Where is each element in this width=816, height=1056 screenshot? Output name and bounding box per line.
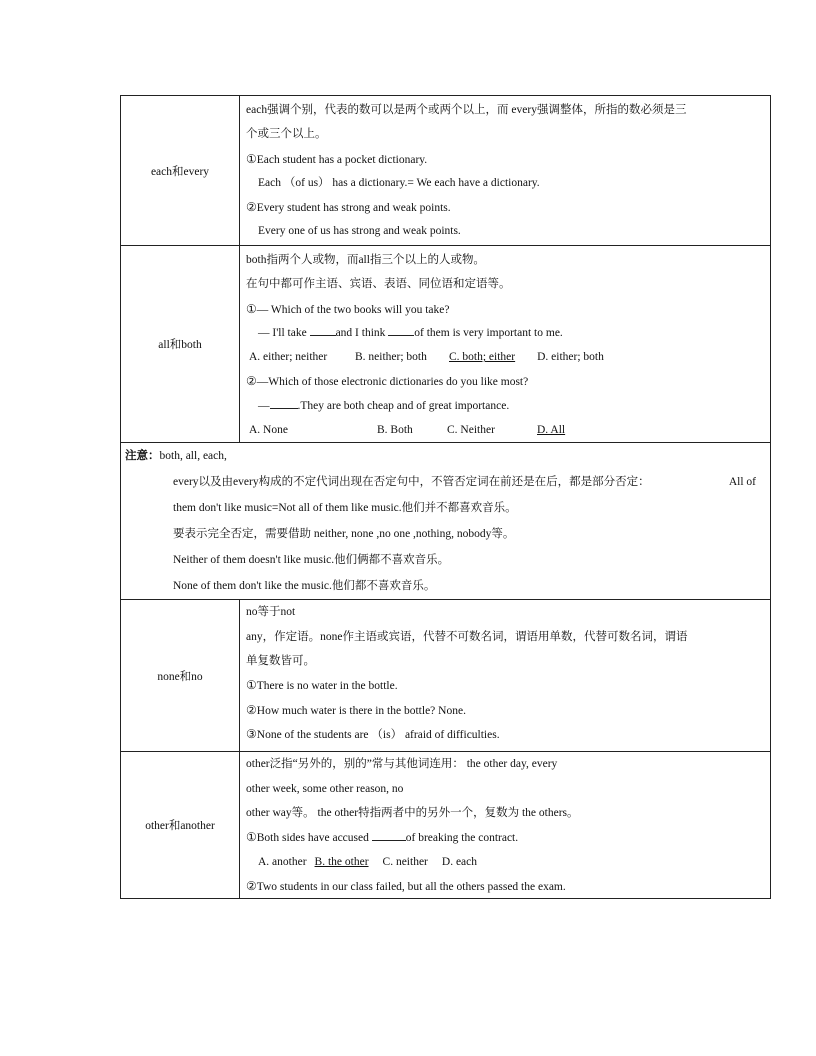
options-line [246,345,770,369]
example-text: — I'll take [258,326,310,339]
example-line [246,195,770,219]
number-marker: ② [246,878,257,893]
example-text: and I think [335,326,389,339]
row-content [240,96,771,246]
note-line [125,469,770,495]
option: A. another [258,855,307,868]
example-text: How much water is there in the bottle? None. [256,704,466,717]
number-marker: ② [246,200,257,215]
options-line [246,850,770,874]
table-row [121,600,771,752]
example-text: None of the students are （is） afraid of difficulties. [256,728,500,741]
note-title: 注意： [125,450,160,463]
option: C. Neither [447,424,495,437]
example-line [246,147,770,171]
option: B. Both [377,424,413,437]
answer-blank [388,324,414,336]
example-text: of breaking the contract. [405,832,519,845]
option-correct: C. both; either [449,351,516,364]
note-cell [121,443,771,600]
example-text: — [258,399,270,412]
text-line: any，作定语。none作主语或宾语，代替不可数名词，谓语用单数，代替可数名词，谓语 [246,630,688,643]
row-label: all和both [121,246,240,443]
option: A. None [249,424,288,437]
table-row [121,246,771,443]
table-row [121,752,771,899]
number-marker: ② [246,374,257,389]
number-marker: ② [246,702,257,717]
number-marker: ① [246,151,257,166]
option: D. either; both [537,351,604,364]
example-text: Every student has strong and weak points. [256,202,451,215]
row-label: none和no [121,600,240,752]
number-marker: ① [246,301,257,316]
option: B. neither; both [355,351,427,364]
text-line: each强调个别，代表的数可以是两个或两个以上，而 every强调整体，所指的数必须是三 [246,104,687,116]
example-text: Two students in our class failed, but all the others passed the exam. [256,880,566,893]
text-line: 单复数皆可。 [246,654,315,667]
text-line: 个或三个以上。 [246,128,327,141]
note-text: both, all, each, [159,450,227,463]
example-line: Each （of us） has a dictionary.= We each have a dictionary. [258,176,540,189]
example-text: Both sides have accused [256,832,372,845]
comparison-table [120,95,771,899]
row-content [240,600,771,752]
example-line [246,394,770,418]
text-line: other way等。 the other特指两者中的另外一个，复数为 the others。 [246,806,579,819]
example-text: — Which of the two books will you take? [256,303,450,316]
example-line [246,673,770,697]
note-line: them don't like music=Not all of them like music.他们并不都喜欢音乐。 [173,502,517,515]
note-text: All of [728,476,756,489]
example-line: Every one of us has strong and weak points. [258,225,461,238]
text-line: 在句中都可作主语、宾语、表语、同位语和定语等。 [246,278,511,291]
note-line: None of them don't like the music.他们都不喜欢音乐。 [173,580,436,593]
example-line [246,297,770,321]
row-content [240,752,771,899]
example-line [246,369,770,393]
option-correct: D. All [537,424,566,437]
example-text: of them is very important to me. [414,326,563,339]
number-marker: ① [246,678,257,693]
row-label: each和every [121,96,240,246]
text-line: other泛指“另外的，别的”常与其他词连用： the other day, every [246,758,558,771]
example-line [246,722,770,746]
note-line: Neither of them doesn't like music.他们俩都不喜欢音乐。 [173,554,450,567]
example-line [246,825,770,849]
number-marker: ① [246,830,257,845]
note-text: every以及由every构成的不定代词出现在否定句中，不管否定词在前还是在后，都是部分否定： [173,476,650,489]
text-line: other week, some other reason, no [246,782,404,795]
table-row [121,96,771,246]
option: D. each [441,855,478,868]
text-line: no等于not [246,606,296,619]
table-row [121,443,771,600]
example-text: .They are both cheap and of great importance. [297,399,510,412]
row-label: other和another [121,752,240,899]
answer-blank [310,324,336,336]
example-line [246,874,770,898]
row-content [240,246,771,443]
example-line [246,321,770,345]
example-text: There is no water in the bottle. [256,680,398,693]
example-text: —Which of those electronic dictionaries do you like most? [256,376,529,389]
note-line: 要表示完全否定，需要借助 neither, none ,no one ,nothing, nobody等。 [173,528,515,541]
options-line [246,418,770,442]
grammar-table [120,95,771,899]
text-line: both指两个人或物，而all指三个以上的人或物。 [246,254,485,266]
answer-blank [270,397,298,409]
option-correct: B. the other [314,855,369,868]
example-text: Each student has a pocket dictionary. [256,153,428,166]
example-line [246,698,770,722]
number-marker: ③ [246,726,257,741]
note-heading [125,443,770,469]
answer-blank [372,829,406,841]
option: C. neither [382,855,428,868]
option: A. either; neither [249,351,328,364]
